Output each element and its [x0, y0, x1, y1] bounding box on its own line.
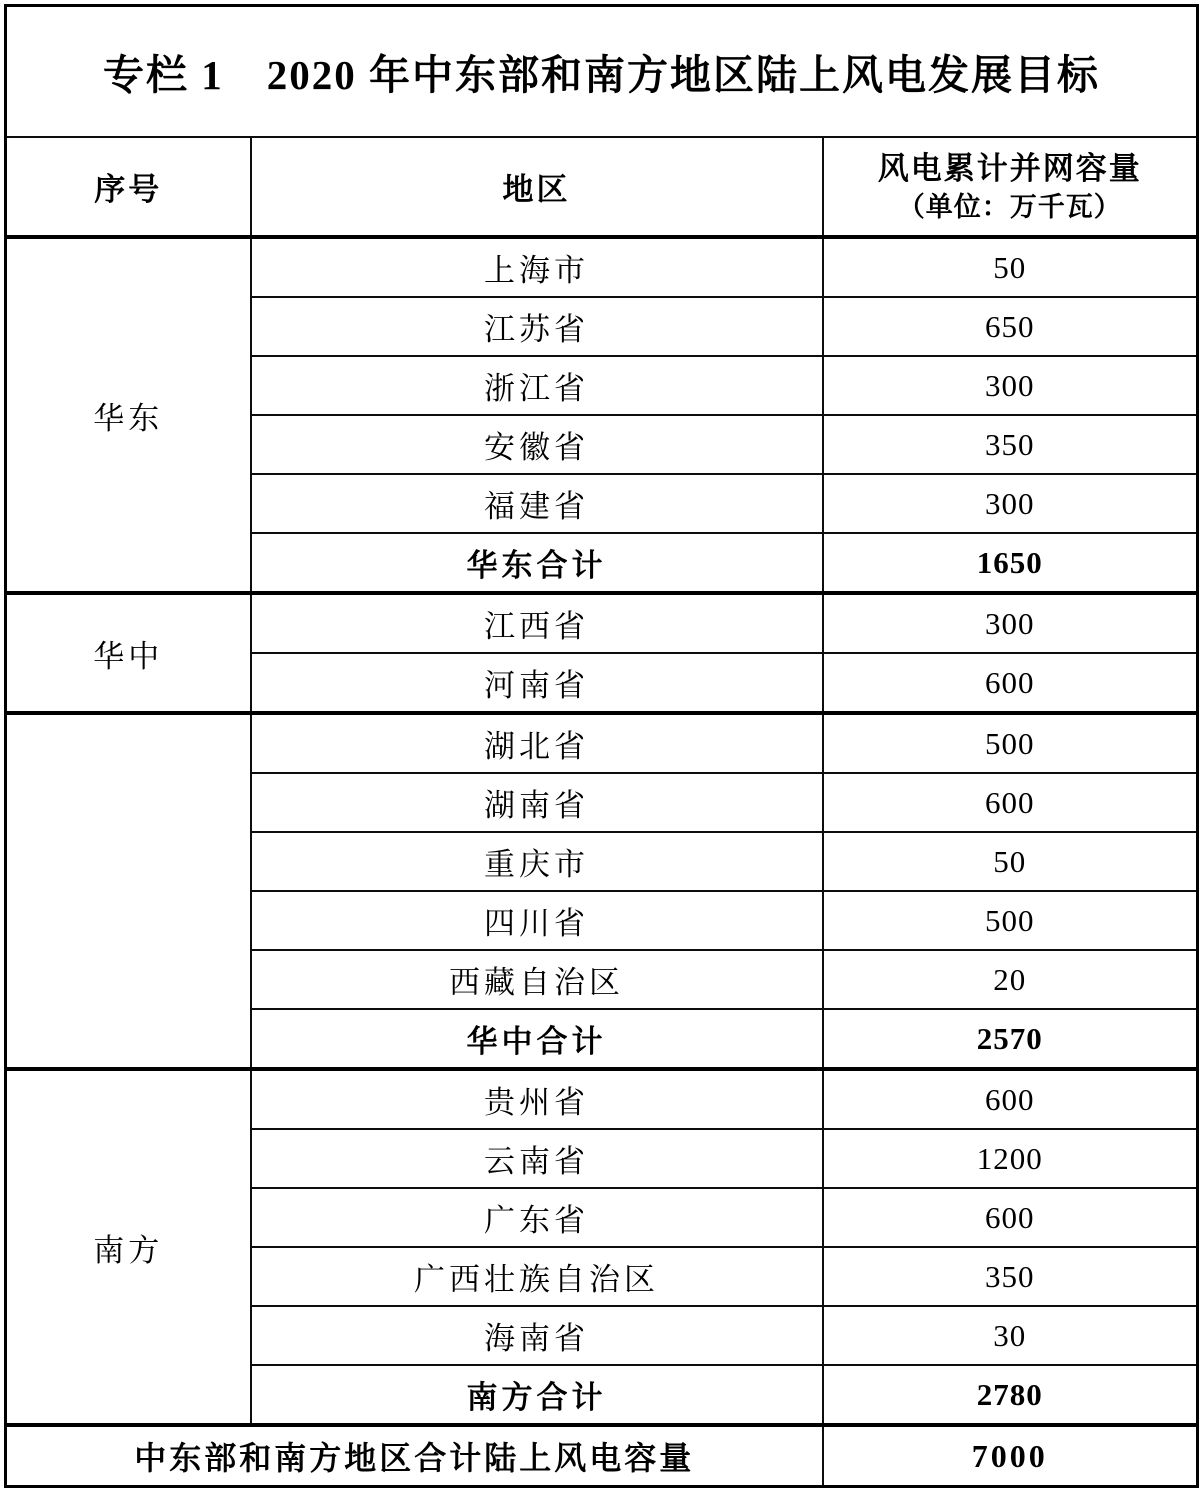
region-cell: 江西省 [251, 593, 823, 653]
group-label-huadong: 华东 [6, 237, 251, 593]
value-cell: 600 [823, 1069, 1198, 1129]
value-cell: 350 [823, 1247, 1198, 1306]
table-row [6, 593, 1198, 653]
region-cell: 广东省 [251, 1188, 823, 1247]
value-cell: 20 [823, 950, 1198, 1009]
value-cell: 650 [823, 297, 1198, 356]
grand-total-label: 中东部和南方地区合计陆上风电容量 [6, 1425, 823, 1487]
table-row [6, 237, 1198, 297]
region-cell: 福建省 [251, 474, 823, 533]
value-cell: 600 [823, 653, 1198, 713]
group-label-empty [6, 713, 251, 1069]
subtotal-value: 2570 [823, 1009, 1198, 1069]
subtotal-value: 2780 [823, 1365, 1198, 1425]
region-cell: 湖北省 [251, 713, 823, 773]
value-cell: 30 [823, 1306, 1198, 1365]
header-capacity-unit: （单位：万千瓦） [897, 191, 1122, 222]
value-cell: 600 [823, 773, 1198, 832]
value-cell: 350 [823, 415, 1198, 474]
subtotal-value: 1650 [823, 533, 1198, 593]
value-cell: 600 [823, 1188, 1198, 1247]
region-cell: 上海市 [251, 237, 823, 297]
region-cell: 海南省 [251, 1306, 823, 1365]
value-cell: 1200 [823, 1129, 1198, 1188]
region-cell: 安徽省 [251, 415, 823, 474]
header-capacity-title: 风电累计并网容量 [877, 151, 1142, 187]
wind-power-target-table [4, 4, 1199, 1488]
region-cell: 贵州省 [251, 1069, 823, 1129]
header-capacity [823, 137, 1198, 237]
header-index: 序号 [6, 137, 251, 237]
group-label-nanfang: 南方 [6, 1069, 251, 1425]
value-cell: 50 [823, 832, 1198, 891]
subtotal-label: 华东合计 [251, 533, 823, 593]
table-row [6, 713, 1198, 773]
grand-total-value: 7000 [823, 1425, 1198, 1487]
region-cell: 四川省 [251, 891, 823, 950]
grand-total-row [6, 1425, 1198, 1487]
region-cell: 广西壮族自治区 [251, 1247, 823, 1306]
region-cell: 河南省 [251, 653, 823, 713]
value-cell: 500 [823, 713, 1198, 773]
table-row [6, 6, 1198, 138]
subtotal-label: 南方合计 [251, 1365, 823, 1425]
region-cell: 江苏省 [251, 297, 823, 356]
value-cell: 300 [823, 593, 1198, 653]
group-label-huazhong: 华中 [6, 593, 251, 713]
value-cell: 500 [823, 891, 1198, 950]
region-cell: 浙江省 [251, 356, 823, 415]
table-row [6, 1069, 1198, 1129]
table-title: 专栏 1 2020 年中东部和南方地区陆上风电发展目标 [6, 6, 1198, 138]
region-cell: 西藏自治区 [251, 950, 823, 1009]
region-cell: 湖南省 [251, 773, 823, 832]
region-cell: 重庆市 [251, 832, 823, 891]
value-cell: 50 [823, 237, 1198, 297]
value-cell: 300 [823, 474, 1198, 533]
region-cell: 云南省 [251, 1129, 823, 1188]
value-cell: 300 [823, 356, 1198, 415]
header-region: 地区 [251, 137, 823, 237]
subtotal-label: 华中合计 [251, 1009, 823, 1069]
table-header-row [6, 137, 1198, 237]
